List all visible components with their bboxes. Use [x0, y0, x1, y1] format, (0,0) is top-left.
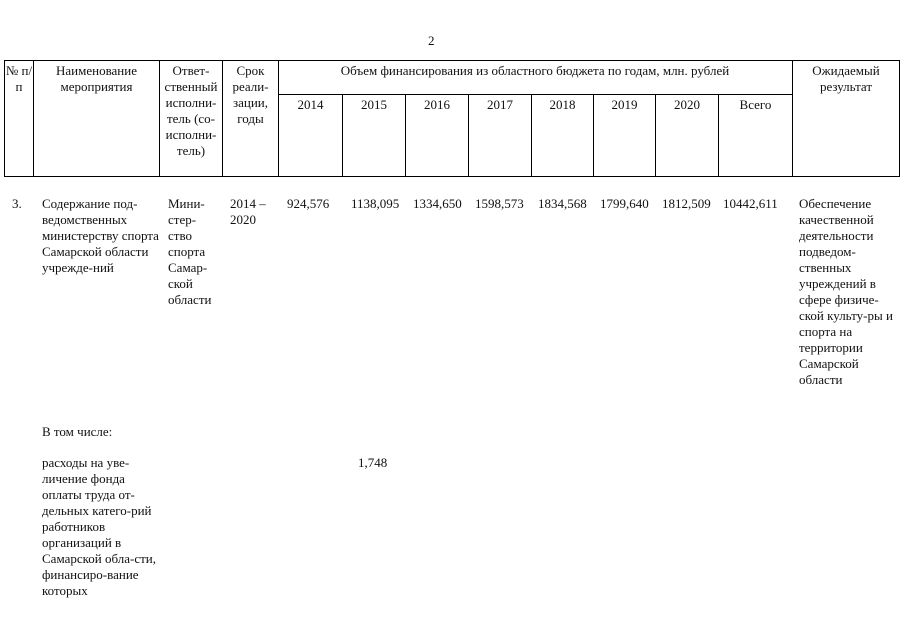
header-year-2016: 2016 [424, 97, 450, 112]
header-name: Наименование мероприятия [56, 63, 137, 94]
row-value-2020: 1812,509 [662, 196, 711, 211]
row-name: Содержание под-ведомственных министерству спорта Самарской области учрежде-ний [42, 196, 159, 275]
row-num: 3. [12, 196, 22, 211]
header-year-2020: 2020 [674, 97, 700, 112]
header-funding-title: Объем финансирования из областного бюджета по годам, млн. рублей [340, 63, 730, 78]
header-term: Срок реали-зации, годы [232, 63, 269, 126]
header-year-2019: 2019 [611, 97, 638, 112]
row-term: 2014 – 2020 [230, 196, 266, 227]
row-value-2016: 1334,650 [413, 196, 462, 211]
page-number: 2 [428, 33, 435, 48]
row-result: Обеспечение качественной деятельности подведом-ственных учреждений в сфере физиче-ской культу-ры и спорта на территории Самарской области [799, 196, 893, 387]
header-year-2015: 2015 [361, 97, 387, 112]
row-responsible: Мини-стер-ство спорта Самар-ской области [168, 196, 212, 307]
header-total: Всего [739, 97, 772, 112]
subsection-item-value: 1,748 [358, 455, 388, 470]
row-value-total: 10442,611 [723, 196, 778, 211]
row-value-2019: 1799,640 [600, 196, 649, 211]
row-value-2015: 1138,095 [351, 196, 400, 211]
header-result: Ожидаемый результат [812, 63, 880, 94]
subsection-label: В том числе: [42, 424, 113, 439]
header-year-2014: 2014 [297, 97, 324, 112]
row-value-2014: 924,576 [287, 196, 330, 211]
row-value-2018: 1834,568 [538, 196, 587, 211]
header-year-2018: 2018 [549, 97, 576, 112]
header-num: № п/п [5, 63, 33, 94]
row-value-2017: 1598,573 [475, 196, 524, 211]
subsection-item-text: расходы на уве-личение фонда оплаты труда от-дельных катего-рий работников организаций в Самарской обла-сти, финансиро-вание которых [42, 455, 157, 598]
header-year-2017: 2017 [487, 97, 513, 112]
header-responsible: Ответ-ственный исполни-тель (со-исполни-тель) [164, 63, 218, 158]
